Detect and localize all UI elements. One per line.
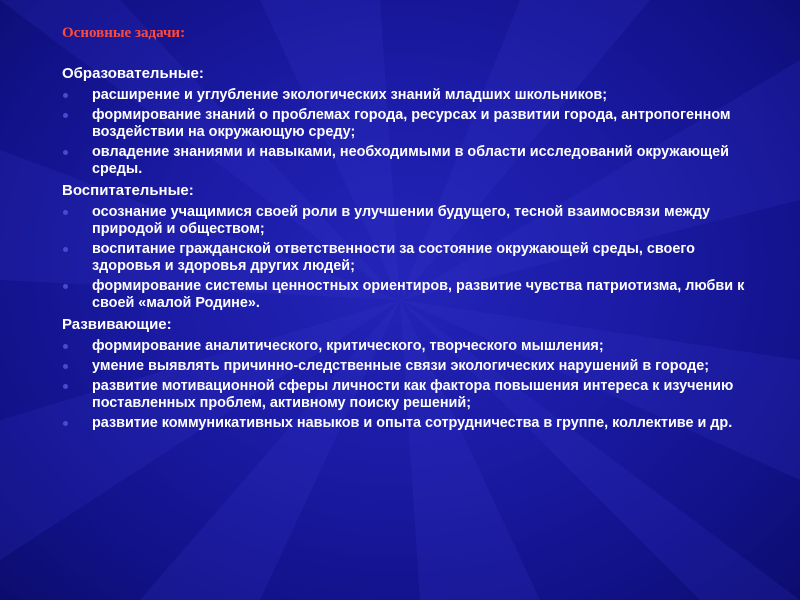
section-heading: Воспитательные: — [62, 182, 194, 199]
section-heading: Образовательные: — [62, 65, 204, 82]
list-item: расширение и углубление экологических знаний младших школьников; — [62, 87, 752, 104]
slide-content — [62, 24, 752, 435]
bullet-list — [62, 204, 752, 312]
list-item: формирование системы ценностных ориентиров, развитие чувства патриотизма, любви к своей «малой Родине». — [62, 278, 752, 312]
section-heading: Развивающие: — [62, 316, 172, 333]
bullet-dot-icon — [63, 247, 68, 252]
bullet-dot-icon — [63, 384, 68, 389]
bullet-dot-icon — [63, 113, 68, 118]
bullet-dot-icon — [63, 284, 68, 289]
section-developmental — [62, 316, 752, 432]
section-educational — [62, 65, 752, 178]
bullet-dot-icon — [63, 93, 68, 98]
bullet-list — [62, 338, 752, 432]
bullet-dot-icon — [63, 210, 68, 215]
bullet-dot-icon — [63, 344, 68, 349]
list-item: формирование аналитического, критического, творческого мышления; — [62, 338, 752, 355]
list-item: овладение знаниями и навыками, необходимыми в области исследований окружающей среды. — [62, 144, 752, 178]
section-upbringing — [62, 182, 752, 312]
bullet-dot-icon — [63, 364, 68, 369]
list-item: осознание учащимися своей роли в улучшении будущего, тесной взаимосвязи между природой и обществом; — [62, 204, 752, 238]
slide-title: Основные задачи: — [62, 25, 186, 41]
list-item: развитие коммуникативных навыков и опыта сотрудничества в группе, коллективе и др. — [62, 415, 752, 432]
list-item: развитие мотивационной сферы личности как фактора повышения интереса к изучению поставленных проблем, активному поиску решений; — [62, 378, 752, 412]
bullet-list — [62, 87, 752, 178]
bullet-dot-icon — [63, 150, 68, 155]
list-item: умение выявлять причинно-следственные связи экологических нарушений в городе; — [62, 358, 752, 375]
list-item: формирование знаний о проблемах города, ресурсах и развитии города, антропогенном воздействии на окружающую среду; — [62, 107, 752, 141]
list-item: воспитание гражданской ответственности за состояние окружающей среды, своего здоровья и здоровья других людей; — [62, 241, 752, 275]
bullet-dot-icon — [63, 421, 68, 426]
